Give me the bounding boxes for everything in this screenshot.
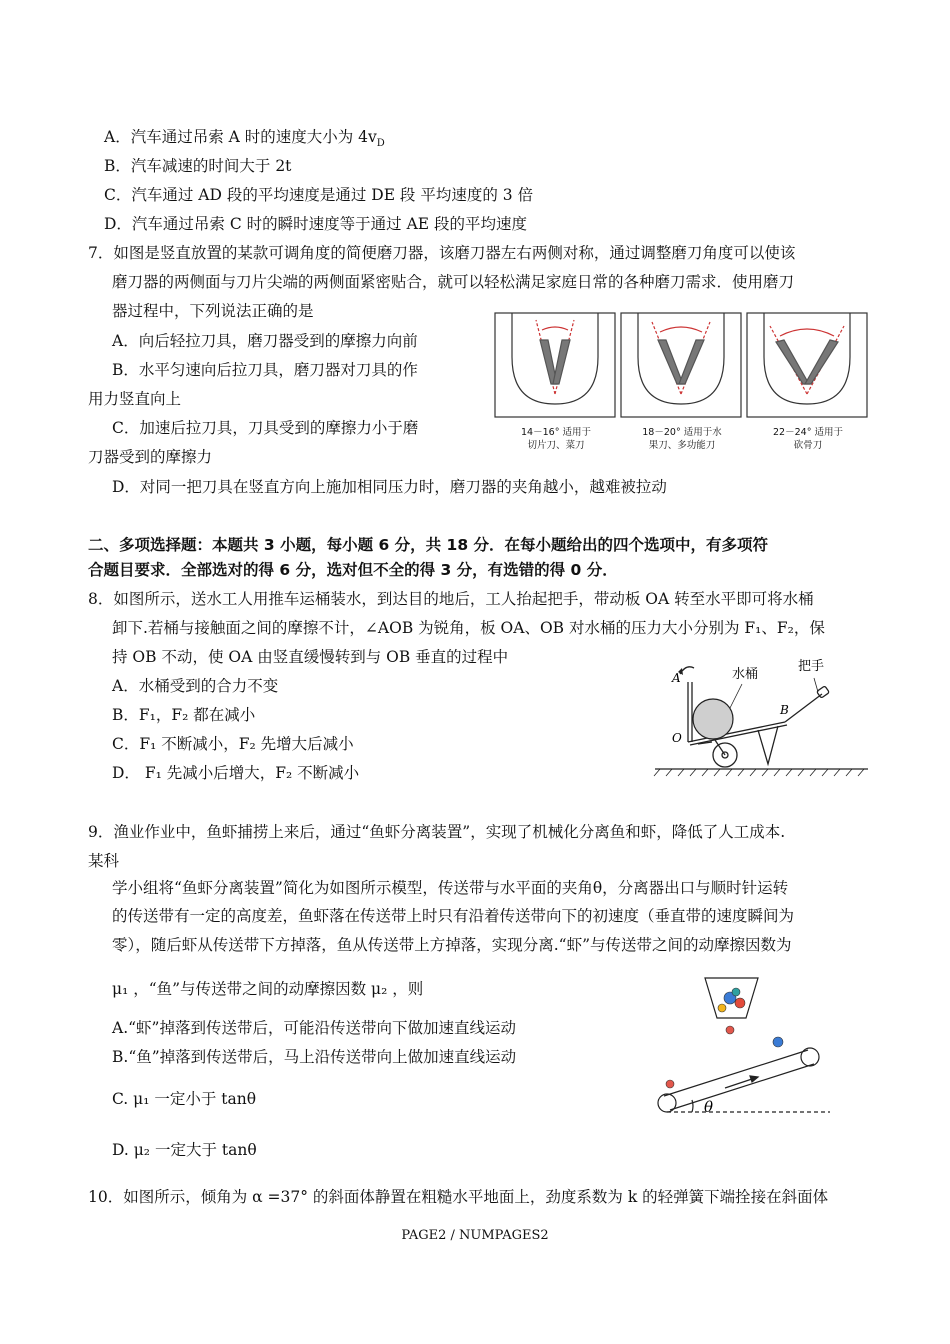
q9-option-d: D. μ₂ 一定大于 tanθ: [112, 1141, 257, 1159]
q6-option-d: D．汽车通过吊索 C 时的瞬时速度等于通过 AE 段的平均速度: [104, 215, 528, 233]
q7-option-b-line1: B．水平匀速向后拉刀具，磨刀器对刀具的作: [112, 361, 418, 379]
q9-stem-line6: μ₁ ，“鱼”与传送带之间的动摩擦因数 μ₂ ，则: [112, 980, 424, 998]
shrimp-icon: [726, 1026, 734, 1034]
sharpener-caption-1: 14－16° 适用于 切片刀、菜刀: [521, 427, 591, 451]
sharpener-caption-3: 22－24° 适用于 砍骨刀: [773, 427, 843, 451]
q7-stem-line3: 器过程中，下列说法正确的是: [112, 302, 314, 320]
q9-stem-line4: 的传送带有一定的高度差，鱼虾落在传送带上时只有沿着传送带向下的初速度（垂直带的速度瞬间为: [112, 907, 795, 925]
q7-option-c-line2: 刀器受到的摩擦力: [88, 448, 213, 466]
q6-option-a-subscript: D: [376, 138, 385, 150]
q7-stem-line1: 7．如图是竖直放置的某款可调角度的简便磨刀器，该磨刀器左右两侧对称，通过调整磨刀角度可以使该: [88, 244, 796, 262]
q8-option-d: D． F₁ 先减小后增大，F₂ 不断减小: [112, 764, 360, 782]
conveyor-figure: [650, 970, 835, 1120]
sharpener-panel-1: [495, 313, 615, 417]
q8-option-b: B．F₁，F₂ 都在减小: [112, 706, 256, 724]
section2-heading-line1: 二、多项选择题：本题共 3 小题，每小题 6 分，共 18 分．在每小题给出的四个选项中，有多项符: [88, 536, 769, 554]
q6-option-c: C．汽车通过 AD 段的平均速度是通过 DE 段 平均速度的 3 倍: [104, 186, 534, 204]
q9-stem-line1: 9．渔业作业中，鱼虾捕捞上来后，通过“鱼虾分离装置”，实现了机械化分离鱼和虾，降低了人工成本.: [88, 823, 786, 841]
sharpener-figure: [494, 312, 868, 420]
section2-heading-line2: 合题目要求．全部选对的得 6 分，选对但不全的得 3 分，有选错的得 0 分．: [88, 561, 618, 579]
q8-stem-line1: 8．如图所示，送水工人用推车运桶装水，到达目的地后，工人抬起把手，带动板 OA 转至水平即可将水桶: [88, 590, 814, 608]
q9-option-a: A.“虾”掉落到传送带后，可能沿传送带向下做加速直线运动: [112, 1019, 516, 1037]
sharpener-panel-2: [621, 313, 741, 417]
sharpener-caption-2: 18－20° 适用于水 果刀、多功能刀: [642, 427, 722, 451]
theta-label: θ: [704, 1098, 714, 1116]
bucket-label: 水桶: [732, 667, 759, 682]
q9-option-b: B.“鱼”掉落到传送带后，马上沿传送带向上做加速直线运动: [112, 1048, 517, 1066]
cart-figure: [650, 652, 875, 782]
q7-option-c-line1: C．加速后拉刀具，刀具受到的摩擦力小于磨: [112, 419, 419, 437]
q7-stem-line2: 磨刀器的两侧面与刀片尖端的两侧面紧密贴合，就可以轻松满足家庭日常的各种磨刀需求．使用磨刀: [112, 273, 795, 291]
q6-option-b: B．汽车减速的时间大于 2t: [104, 157, 292, 175]
q7-option-d: D．对同一把刀具在竖直方向上施加相同压力时，磨刀器的夹角越小，越难被拉动: [112, 478, 667, 496]
q9-stem-line2: 某科: [88, 852, 120, 870]
q7-option-b-line2: 用力竖直向上: [88, 390, 182, 408]
water-bucket-icon: [693, 699, 733, 739]
q9-stem-line5: 零），随后虾从传送带下方掉落，鱼从传送带上方掉落，实现分离.“虾”与传送带之间的动摩擦因数为: [112, 936, 792, 954]
sharpener-panel-3: [747, 313, 867, 417]
q8-stem-line2: 卸下.若桶与接触面之间的摩擦不计，∠AOB 为锐角，板 OA、OB 对水桶的压力大小分别为 F₁、F₂，保: [112, 619, 825, 637]
q8-option-c: C．F₁ 不断减小，F₂ 先增大后减小: [112, 735, 354, 753]
q6-option-a: A．汽车通过吊索 A 时的速度大小为 $4v_D$: [104, 128, 385, 150]
point-o-label: O: [672, 731, 682, 745]
q8-option-a: A．水桶受到的合力不变: [112, 677, 279, 695]
q9-stem-line3: 学小组将“鱼虾分离装置”简化为如图所示模型，传送带与水平面的夹角θ，分离器出口与顺时针运转: [112, 879, 789, 897]
point-a-label: A: [672, 671, 681, 685]
page-footer: PAGE2 / NUMPAGES2: [401, 1228, 549, 1243]
point-b-label: B: [780, 703, 789, 717]
q7-option-a: A．向后轻拉刀具，磨刀器受到的摩擦力向前: [112, 332, 418, 350]
q10-stem-line1: 10．如图所示，倾角为 α =37° 的斜面体静置在粗糙水平地面上，劲度系数为 k 的轻弹簧下端拴接在斜面体: [88, 1188, 829, 1206]
handle-label: 把手: [798, 659, 825, 674]
q8-stem-line3: 持 OB 不动，使 OA 由竖直缓慢转到与 OB 垂直的过程中: [112, 648, 509, 666]
q9-option-c: C. μ₁ 一定小于 tanθ: [112, 1090, 257, 1108]
